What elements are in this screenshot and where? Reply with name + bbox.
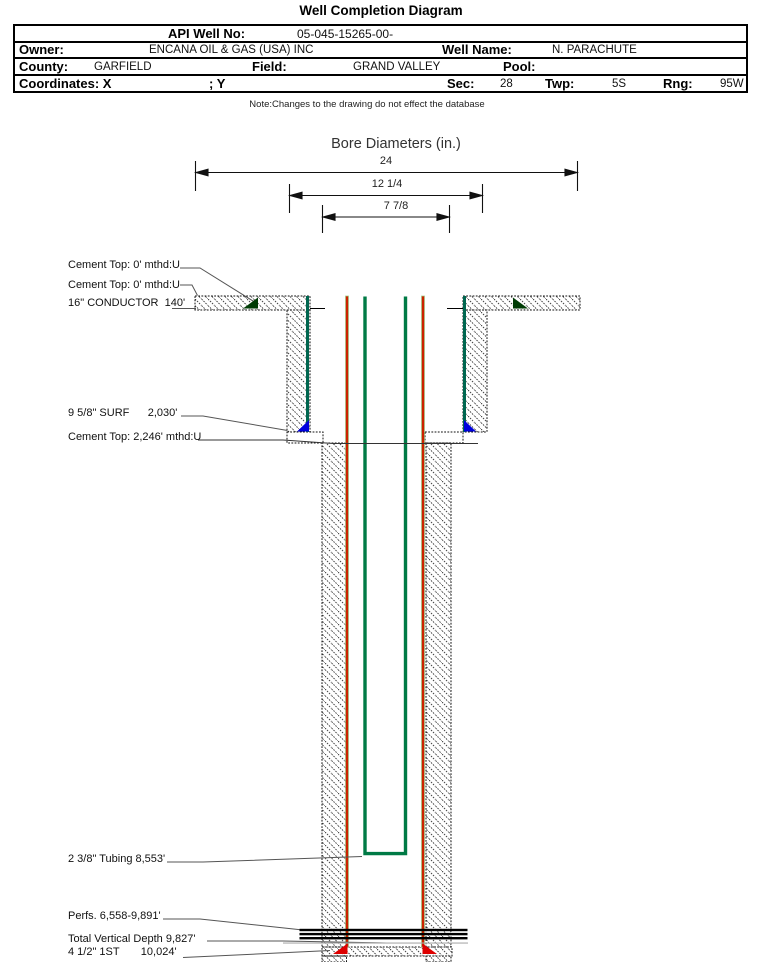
cement-top-0-label-2: Cement Top: 0' mthd:U bbox=[68, 279, 180, 291]
rng-value: 95W bbox=[720, 78, 744, 90]
bottom-stub-left bbox=[322, 956, 347, 962]
tvd-line bbox=[283, 943, 468, 944]
perforation-lines bbox=[300, 929, 468, 940]
cement-top-0-label-1: Cement Top: 0' mthd:U bbox=[68, 259, 180, 271]
county-label: County: bbox=[19, 59, 69, 74]
bore-dimension-lines bbox=[196, 161, 578, 233]
cement-top-2246-label: Cement Top: 2,246' mthd:U bbox=[68, 431, 202, 443]
sec-label: Sec: bbox=[447, 76, 475, 91]
production-casing-line-right bbox=[422, 296, 425, 947]
twp-value: 5S bbox=[612, 78, 627, 90]
field-value: GRAND VALLEY bbox=[353, 61, 441, 73]
bottom-stub-right bbox=[426, 956, 451, 962]
rng-label: Rng: bbox=[663, 76, 693, 91]
production-annulus-left bbox=[322, 443, 347, 947]
owner-label: Owner: bbox=[19, 42, 64, 57]
page-title: Well Completion Diagram bbox=[299, 3, 463, 18]
tubing-string bbox=[365, 297, 406, 854]
api-well-no-label: API Well No: bbox=[168, 26, 246, 41]
twp-label: Twp: bbox=[545, 76, 575, 91]
casing-hatched-bodies bbox=[195, 296, 580, 962]
well-name-value: N. PARACHUTE bbox=[552, 44, 637, 56]
surface-casing-edge-left bbox=[306, 296, 309, 432]
bore-dim-7-label: 7 7/8 bbox=[383, 200, 409, 212]
database-note: Note:Changes to the drawing do not effect the database bbox=[249, 99, 485, 110]
production-casing-line-left bbox=[346, 296, 349, 947]
surface-casing-label: 9 5/8" SURF 2,030' bbox=[68, 407, 178, 419]
sec-value: 28 bbox=[500, 78, 513, 90]
surface-casing-right bbox=[463, 310, 487, 432]
coordinates-label: Coordinates: X bbox=[19, 76, 112, 91]
conductor-label: 16" CONDUCTOR 140' bbox=[68, 297, 186, 309]
pool-label: Pool: bbox=[503, 59, 536, 74]
tvd-label: Total Vertical Depth 9,827' bbox=[68, 933, 196, 945]
production-casing-label: 4 1/2" 1ST 10,024' bbox=[68, 946, 177, 958]
tubing-label: 2 3/8" Tubing 8,553' bbox=[68, 853, 166, 865]
perfs-label: Perfs. 6,558-9,891' bbox=[68, 910, 161, 922]
production-annulus-right bbox=[426, 443, 451, 947]
well-name-label: Well Name: bbox=[442, 42, 512, 57]
casing-shoe-right bbox=[425, 432, 463, 443]
surface-casing-edge-right bbox=[463, 296, 466, 432]
bore-dim-24-label: 24 bbox=[379, 155, 393, 167]
coordinates-y-label: ; Y bbox=[209, 76, 226, 91]
bore-dim-12-label: 12 1/4 bbox=[371, 178, 403, 190]
field-label: Field: bbox=[252, 59, 287, 74]
county-value: GARFIELD bbox=[94, 61, 152, 73]
bore-diameters-title: Bore Diameters (in.) bbox=[331, 136, 461, 152]
owner-value: ENCANA OIL & GAS (USA) INC bbox=[149, 44, 314, 56]
api-well-no-value: 05-045-15265-00- bbox=[297, 27, 394, 41]
